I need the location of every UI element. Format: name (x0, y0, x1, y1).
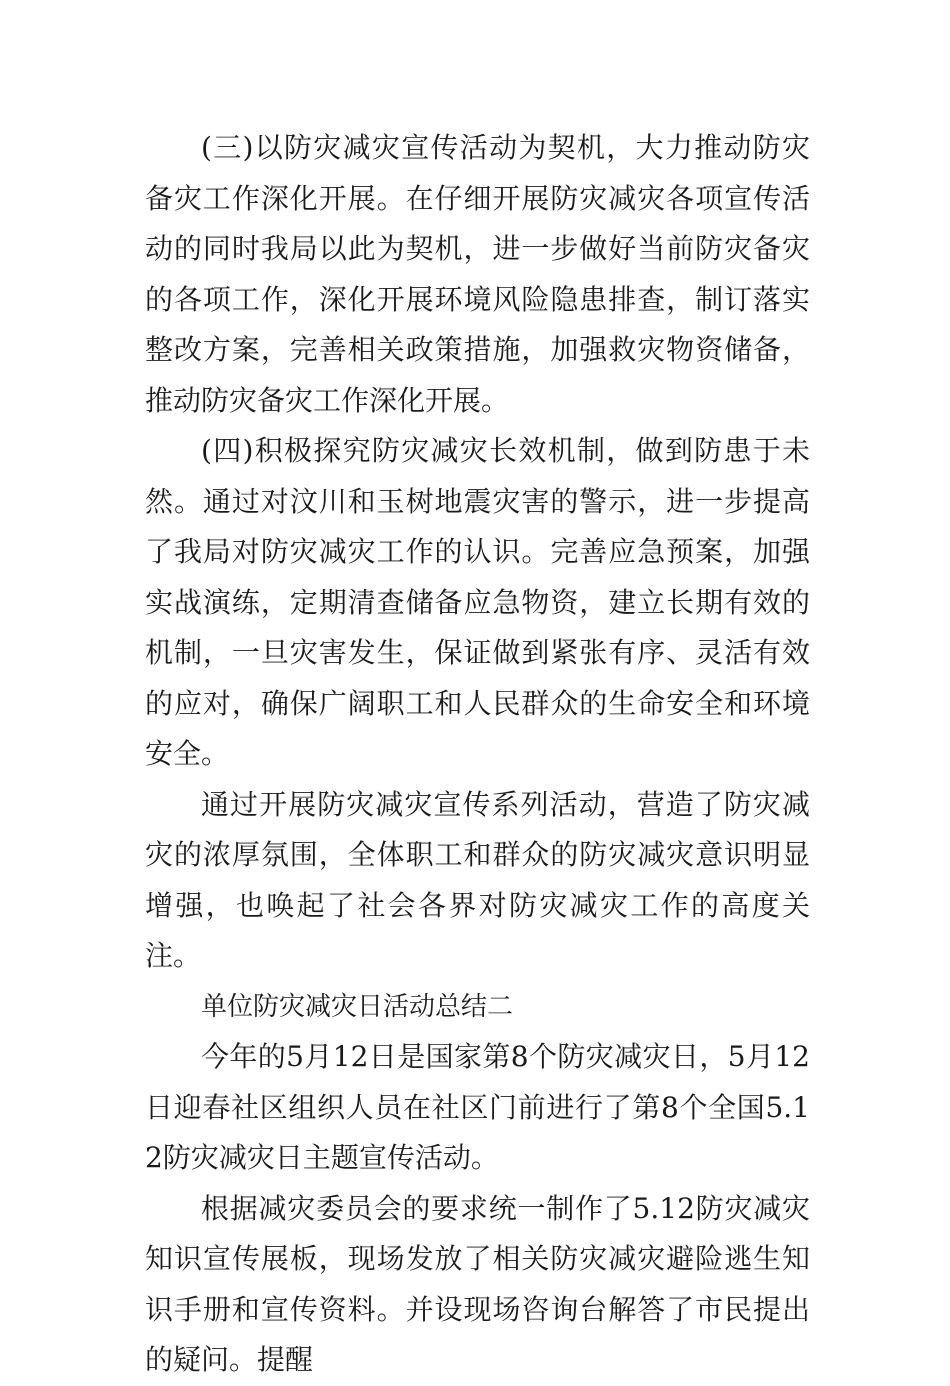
paragraph-event-intro: 今年的5月12日是国家第8个防灾减灾日，5月12日迎春社区组织人员在社区门前进行了第8个全国5.12防灾减灾日主题宣传活动。 (145, 1040, 810, 1174)
paragraph-section-three: (三)以防灾减灾宣传活动为契机，大力推动防灾备灾工作深化开展。在仔细开展防灾减灾各项宣传活动的同时我局以此为契机，进一步做好当前防灾备灾的各项工作，深化开展环境风险隐患排查，制订落实整改方案，完善相关政策措施，加强救灾物资储备，推动防灾备灾工作深化开展。 (145, 131, 810, 417)
paragraph-section-four: (四)积极探究防灾减灾长效机制，做到防患于未然。通过对汶川和玉树地震灾害的警示，进一步提高了我局对防灾减灾工作的认识。完善应急预案，加强实战演练，定期清查储备应急物资，建立长期有效的机制，一旦灾害发生，保证做到紧张有序、灵活有效的应对，确保广阔职工和人民群众的生命安全和环境安全。 (145, 434, 810, 770)
document-body (145, 123, 810, 1386)
paragraph-event-details: 根据减灾委员会的要求统一制作了5.12防灾减灾知识宣传展板，现场发放了相关防灾减灾避险逃生知识手册和宣传资料。并设现场咨询台解答了市民提出的疑问。提醒 (145, 1191, 810, 1376)
section-heading: 单位防灾减灾日活动总结二 (201, 991, 514, 1022)
paragraph-summary: 通过开展防灾减灾宣传系列活动，营造了防灾减灾的浓厚氛围，全体职工和群众的防灾减灾意识明显增强，也唤起了社会各界对防灾减灾工作的高度关注。 (145, 787, 810, 972)
